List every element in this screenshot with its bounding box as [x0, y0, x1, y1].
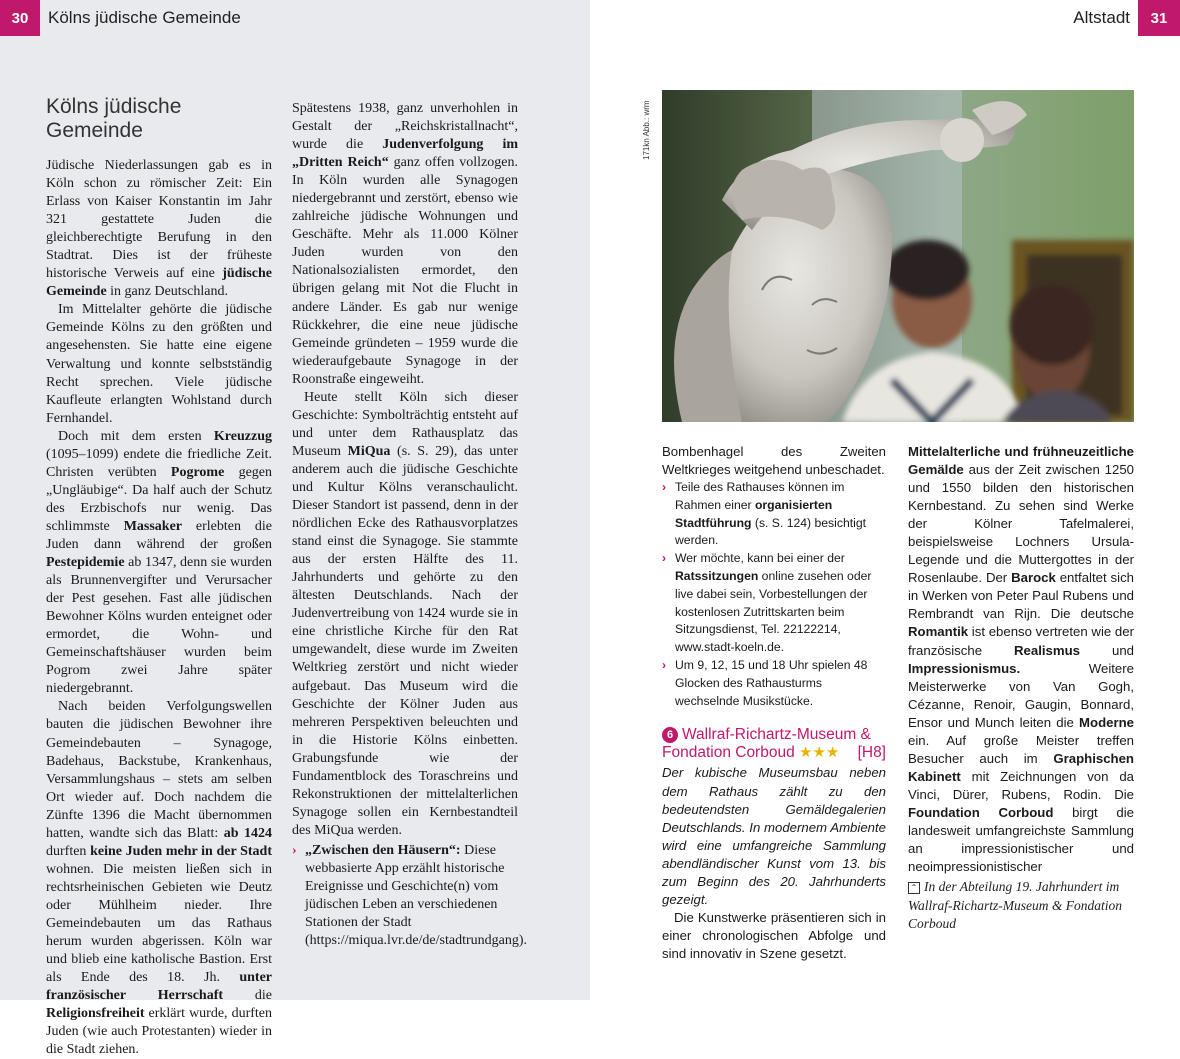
- sculpture-photo-drawing: [662, 90, 1134, 422]
- tip-bullet: [662, 657, 886, 710]
- paragraph: Bombenhagel des Zweiten Weltkrieges weitgehend unbeschadet.: [662, 444, 886, 478]
- text: (s. S. 29), das unter anderem auch die jüdische Geschichte und Kultur Kölns veranschaulicht. Dieser Standort ist passend, denn in der nördlichen Ecke des Rathausvorplatzes stand einst die Synagoge. Sie stammte aus der ersten Hälfte des 11. Jahrhunderts und gehörte zu den ältesten Deutschlands. Nach der Judenvertreibung von 1424 wurde sie in eine christliche Kirche für den Rat umgewandelt, diese wurde im Zweiten Weltkrieg zerstört und nicht wieder aufgebaut. Das Museum wird die Geschichte der Kölner Juden aus mehreren Perspektiven beleuchten und in die Historie Kölns einbetten. Grabungsfunde wie der Fundamentblock des Toraschreins und Rekonstruktionen der mittelalterlichen Synagoge sollen ein Kernbestandteil des MiQua werden.: [292, 443, 518, 838]
- paragraph: Die Kunstwerke präsentieren sich in einer chronologischen Abfolge und sind innovativ in Szene gesetzt.: [662, 909, 886, 961]
- bold-term: MiQua: [347, 443, 391, 459]
- text: aus der Zeit zwischen 1250 und 1550 bilden den historischen Kernbestand. Zu sehen sind Werke der Kölner Tafelmalerei, beispielsweise Lochners Ursula-Legende und die Muttergottes in der Rosenlaube. Der: [908, 462, 1134, 586]
- bold-term: Pestepidemie: [46, 555, 125, 571]
- text: Nach beiden Verfolgungswellen bauten die jüdischen Bewohner ihre Gemeindebauten – Synagoge, Badehaus, Backstube, Krankenhaus, Versammlungshaus – stets am selben Ort wieder auf. Doch nachdem die Zünfte 1396 die Macht übernommen hatten, wandte sich das Blatt:: [46, 699, 272, 841]
- paragraph: [908, 443, 1134, 876]
- left-column-1: [46, 95, 272, 1059]
- tip-box: [292, 842, 528, 950]
- text: in ganz Deutschland.: [106, 284, 228, 300]
- bold-term: Judenverfolgung im „Dritten Reich“: [292, 137, 518, 171]
- bold-term: Impressionismus.: [908, 660, 1021, 676]
- text: und: [1080, 642, 1135, 658]
- left-page: [0, 0, 590, 1058]
- paragraph: [46, 157, 272, 301]
- right-page-number: 31: [1138, 0, 1180, 36]
- bold-term: Barock: [1011, 570, 1056, 586]
- bold-term: Mittelalterliche und frühneuzeitliche Gemälde: [908, 444, 1134, 478]
- text: wohnen. Die meisten ließen sich in rechtsrheinischen Gebieten wie Deutz oder Mühlheim nieder. Ihre Gemeindebauten um das Rathaus herum wurden abgerissen. Köln war und blieb eine katholische Bastion. Erst als Ende des 18. Jh.: [46, 861, 272, 986]
- text: Wer möchte, kann bei einer der: [675, 551, 845, 566]
- poi-heading: [662, 726, 886, 762]
- poi-title: Wallraf-Richartz-Museum &: [682, 726, 871, 744]
- left-running-title: Kölns jüdische Gemeinde: [48, 8, 241, 27]
- bold-term: Graphischen Kabinett: [908, 750, 1134, 784]
- left-column-2: [292, 100, 528, 950]
- map-grid-ref: [H8]: [857, 744, 886, 762]
- poi-intro: Der kubische Museumsbau neben dem Rathaus zählt zu den bedeutendsten Gemäldegalerien Deutschlands. In modernem Ambiente wird eine umfangreiche Sammlung abendländischer Kunst vom 13. bis zum Beginn des 20. Jahrhunderts gezeigt.: [662, 765, 886, 907]
- tip-bullet: [662, 479, 886, 550]
- text: erklärt wurde, durften Juden (wie auch Protestanten) wieder in die Stadt ziehen.: [46, 1006, 272, 1058]
- text: die: [223, 988, 272, 1004]
- text: Um 9, 12, 15 und 18 Uhr spielen 48 Glocken des Rathausturms wechselnde Musikstücke.: [675, 658, 868, 708]
- right-page: [590, 0, 1180, 1000]
- caption-text: In der Abteilung 19. Jahrhundert im Wallraf-Richartz-Museum & Fondation Corboud: [908, 879, 1122, 931]
- tip-text: Diese webbasierte App erzählt historische Ereignisse und Geschichte(n) vom jüdischen Leben an verschiedenen Stationen der Stadt (https://miqua.lvr.de/de/stadtrundgang).: [305, 842, 528, 949]
- right-column-2: [908, 443, 1134, 876]
- left-page-header: [0, 0, 241, 36]
- right-page-header: [1073, 0, 1180, 36]
- text: durften: [46, 843, 91, 859]
- bullet-arrow-icon: ›: [662, 658, 667, 673]
- right-column-1: [662, 443, 886, 963]
- paragraph: Im Mittelalter gehörte die jüdische Gemeinde Kölns zu den größten und angesehensten. Sie hatte eine eigene Verwaltung und konnte selbstständig Recht sprechen. Viele jüdische Kaufleute erlangten Wohlstand durch Fernhandel.: [46, 302, 272, 426]
- bold-term: Religionsfreiheit: [46, 1006, 145, 1022]
- text: Heute stellt Köln sich dieser Geschichte: Symbolträchtig entsteht auf und unter dem Rathausplatz das Museum: [292, 389, 518, 459]
- paragraph: [292, 389, 518, 840]
- bullet-arrow-icon: ›: [662, 551, 667, 566]
- left-page-number: 30: [0, 0, 40, 36]
- text: Doch mit dem ersten: [58, 428, 214, 444]
- poi-title: Fondation Corboud: [662, 744, 795, 762]
- text: birgt die landesweit umfangreichste Sammlung an impressionistischer und neoimpressionistischer: [908, 804, 1134, 875]
- tip-arrow-icon: ›: [292, 842, 297, 858]
- poi-title-line-1: [662, 726, 886, 744]
- paragraph: [46, 698, 272, 1059]
- text: (s. S. 124) besichtigt werden.: [675, 515, 866, 548]
- poi-number-badge: 6: [662, 727, 678, 743]
- text: gegen „Ungläubige“. Da half auch der Schutz des Erzbischofs nur wenig. Das schlimmste: [46, 464, 272, 534]
- bold-term: keine Juden mehr in der Stadt: [90, 843, 272, 859]
- bold-term: Realismus: [1014, 642, 1081, 658]
- bold-term: Pogrome: [170, 464, 225, 480]
- bold-term: jüdische Gemeinde: [46, 266, 272, 300]
- photo-credit: 171kn Abb.: wrm: [642, 100, 651, 160]
- bold-term: Moderne: [1079, 714, 1134, 730]
- text: ganz offen vollzogen. In Köln wurden alle Synagogen niedergebrannt und zerstört, ebenso wie zahlreiche jüdische Wohnungen und Geschäfte. Mehr als 11.000 Kölner Juden wurden von den Nationalsozialisten ermordet, den übrigen gelang mit Not die Flucht in andere Länder. Es gab nur wenige Rückkehrer, die eine neue jüdische Gemeinde gründeten – 1959 wurde die wiederaufgebaute Synagoge in der Roonstraße eingeweiht.: [292, 155, 518, 387]
- bold-term: Kreuzzug: [213, 428, 272, 444]
- text: Weitere Meisterwerke von Van Gogh, Cézanne, Renoir, Gaugin, Bonnard, Ensor und Munch leiten die: [908, 660, 1134, 730]
- bold-term: Massaker: [123, 518, 183, 534]
- text: ein. Auf große Meister treffen Besucher auch im: [908, 732, 1134, 766]
- right-running-title: Altstadt: [1073, 8, 1130, 27]
- bold-term: unter französischer Herrschaft: [46, 970, 272, 1004]
- bold-term: organisierten Stadtführung: [675, 497, 833, 530]
- text: Spätestens 1938, ganz unverhohlen in Gestalt der „Reichskristallnacht“, wurde die: [292, 101, 518, 153]
- bold-term: Romantik: [908, 624, 969, 640]
- tip-title: „Zwischen den Häusern“:: [305, 842, 461, 858]
- text: ab 1347, denn sie wurden als Brunnenvergifter und Verursacher der Pest gesehen. Fast alle jüdischen Bewohner Kölns wurden enteignet oder ermordet, die Wohn- und Gemeinschaftshäuser wurden beim Pogrom zwei Jahre später niedergebrannt.: [46, 555, 272, 697]
- text: Jüdische Niederlassungen gab es in Köln schon zu römischer Zeit: Ein Erlass von Kaiser Konstantin im Jahr 321 gestattete Juden die gleichberechtigte Berufung in den Stadtrat. Dies ist der früheste historische Verweis auf eine: [46, 158, 272, 282]
- text: (1095–1099) endete die friedliche Zeit. Christen verübten: [46, 446, 272, 480]
- text: erlebten die Juden dann während der großen: [46, 518, 273, 552]
- bullet-arrow-icon: ›: [662, 480, 667, 495]
- text: Teile des Rathauses können im Rahmen einer: [675, 480, 845, 512]
- text: online zusehen oder live dabei sein, Vorbestellungen der kostenlosen Zutrittskarten beim Sitzungsdienst, Tel. 22122214, www.stadt-koeln.de.: [675, 569, 872, 655]
- poi-title-line-2: [662, 744, 886, 762]
- text: mit Zeichnungen von da Vinci, Dürer, Rubens, Rodin. Die: [908, 768, 1134, 802]
- paragraph: [46, 428, 272, 699]
- caption-pointer-icon: ⌃: [908, 882, 920, 894]
- text: entfaltet sich in Werken von Peter Paul Rubens und Rembrandt van Rijn. Die deutsche: [908, 570, 1134, 622]
- tip-bullet: [662, 550, 886, 657]
- paragraph: [292, 100, 518, 389]
- sculpture-photo: [662, 90, 1134, 422]
- rating-stars-icon: ★★★: [799, 744, 840, 762]
- photo-caption: [908, 878, 1134, 934]
- text: ist ebenso vertreten wie der französische: [908, 624, 1134, 658]
- bold-term: ab 1424: [223, 825, 272, 841]
- section-title: Kölns jüdische Gemeinde: [46, 95, 182, 142]
- bold-term: Ratssitzungen: [675, 569, 759, 584]
- bold-term: Foundation Corboud: [908, 804, 1054, 820]
